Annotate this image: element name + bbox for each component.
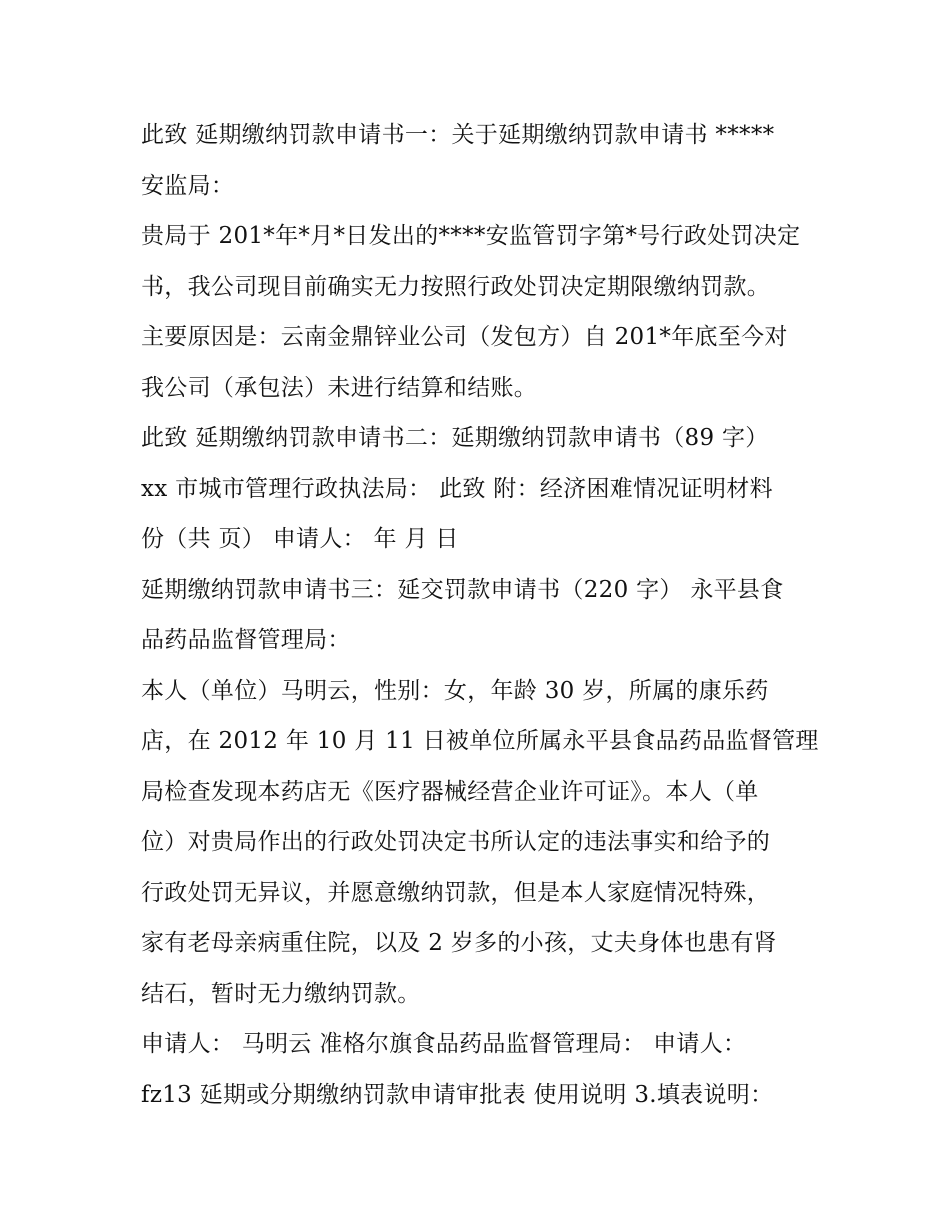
text-line: 书，我公司现目前确实无力按照行政处罚决定期限缴纳罚款。 <box>141 273 771 300</box>
text-line: 行政处罚无异议，并愿意缴纳罚款，但是本人家庭情况特殊， <box>141 879 771 906</box>
text-line: 此致 延期缴纳罚款申请书一：关于延期缴纳罚款申请书 ***** <box>141 122 775 148</box>
text-line: 店，在 2012 年 10 月 11 日被单位所属永平县食品药品监督管理 <box>141 728 819 754</box>
text-line: 申请人： 马明云 准格尔旗食品药品监督管理局： 申请人： <box>141 1031 747 1057</box>
text-line: 贵局于 201*年*月*日发出的****安监管罚字第*号行政处罚决定 <box>141 223 801 249</box>
text-line: 位）对贵局作出的行政处罚决定书所认定的违法事实和给予的 <box>141 829 771 855</box>
text-line: 主要原因是：云南金鼎锌业公司（发包方）自 201*年底至今对 <box>141 324 788 350</box>
text-line: 此致 延期缴纳罚款申请书二：延期缴纳罚款申请书（89 字） <box>141 425 769 451</box>
text-line: 局检查发现本药店无《医疗器械经营企业许可证》。本人（单 <box>141 778 759 805</box>
text-line: 安监局： <box>141 172 235 199</box>
text-line: 本人（单位）马明云，性别：女，年龄 30 岁，所属的康乐药 <box>141 677 769 704</box>
text-line: 品药品监督管理局： <box>141 627 351 653</box>
text-line: 家有老母亲病重住院，以及 2 岁多的小孩，丈夫身体也患有肾 <box>141 930 777 956</box>
text-line: fz13 延期或分期缴纳罚款申请审批表 使用说明 3.填表说明： <box>141 1081 774 1108</box>
text-line: 份（共 页） 申请人： 年 月 日 <box>141 526 459 552</box>
document-body <box>141 110 821 1120</box>
text-line: 延期缴纳罚款申请书三：延交罚款申请书（220 字） 永平县食 <box>141 576 784 603</box>
text-line: 结石，暂时无力缴纳罚款。 <box>141 980 421 1007</box>
text-line: xx 市城市管理行政执法局： 此致 附：经济困难情况证明材料 <box>141 475 773 502</box>
text-line: 我公司（承包法）未进行结算和结账。 <box>141 374 538 401</box>
